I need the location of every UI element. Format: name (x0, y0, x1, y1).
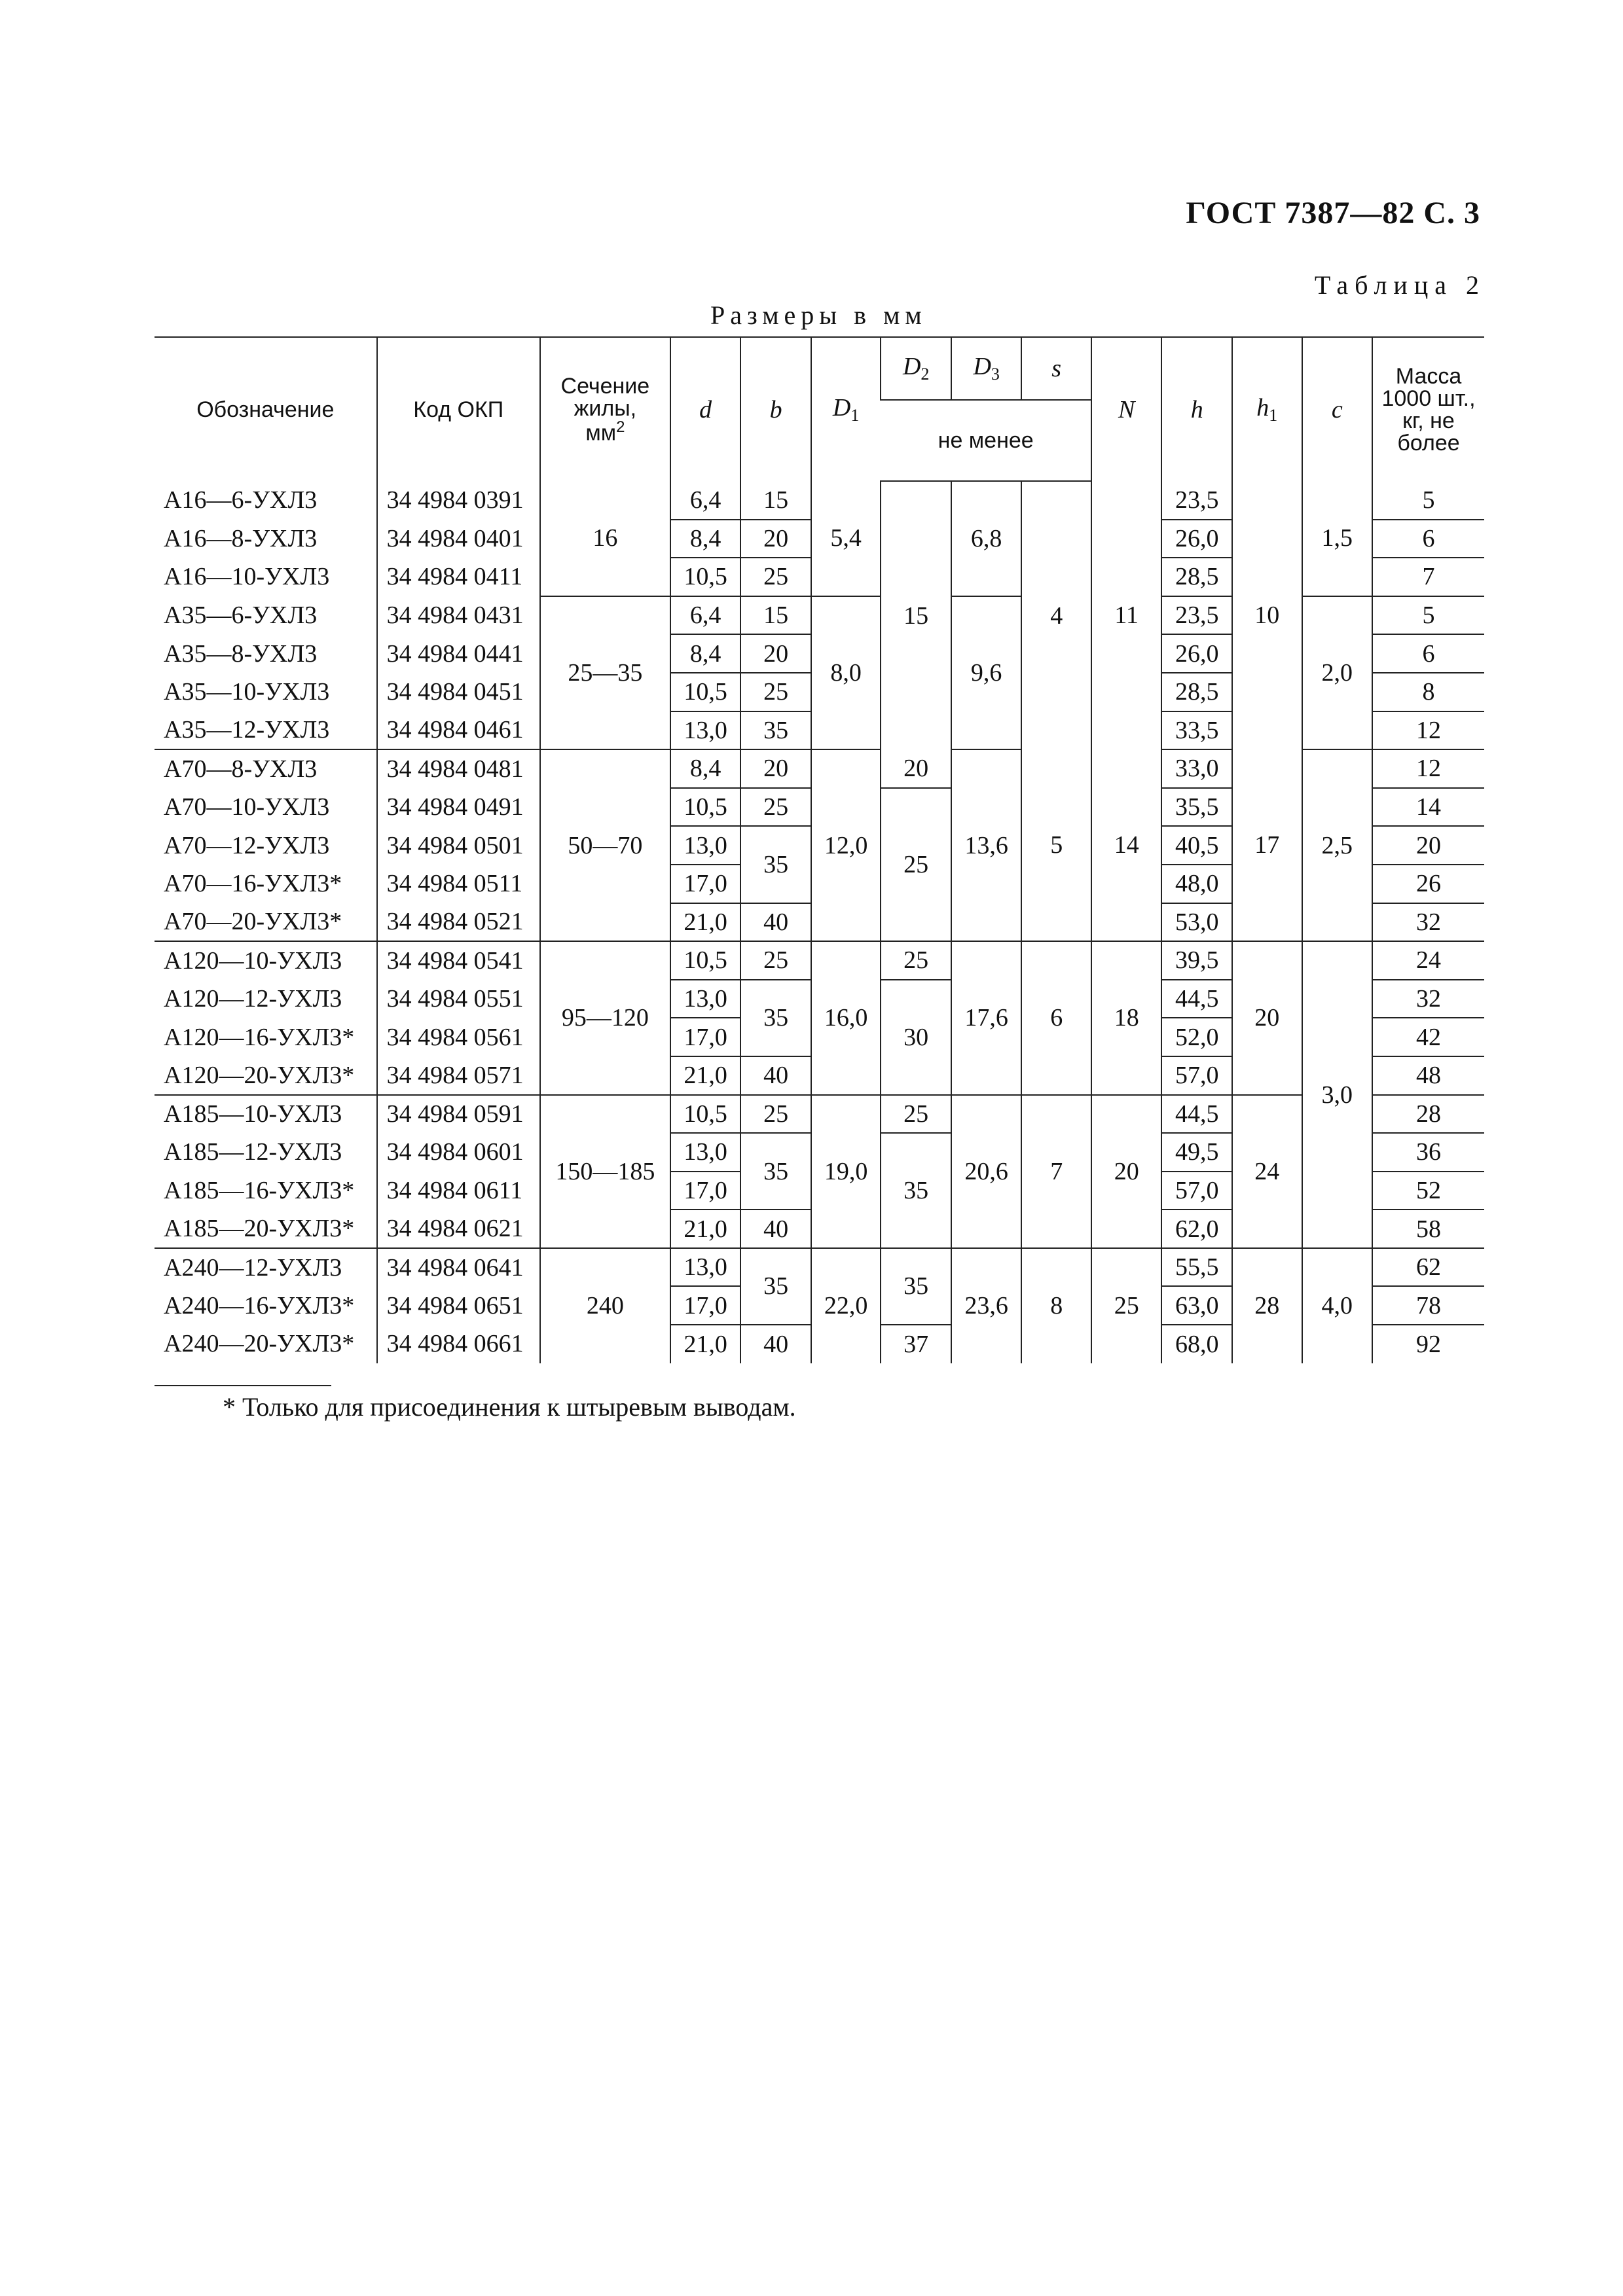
header-code: Код ОКП (377, 337, 540, 481)
cell-section: 95—120 (540, 941, 670, 1094)
cell-D2: 25 (881, 941, 951, 980)
cell-h: 40,5 (1161, 826, 1232, 865)
cell-h: 23,5 (1161, 481, 1232, 520)
cell-d: 17,0 (670, 1286, 741, 1325)
cell-mass: 24 (1372, 941, 1484, 980)
cell-d: 13,0 (670, 980, 741, 1018)
cell-mass: 52 (1372, 1172, 1484, 1210)
cell-d: 8,4 (670, 749, 741, 788)
cell-section: 240 (540, 1248, 670, 1363)
cell-designation: А35—10-УХЛ3 (164, 678, 330, 706)
cell-mass: 58 (1372, 1210, 1484, 1248)
cell-D3: 13,6 (951, 749, 1022, 941)
cell-section: 25—35 (540, 596, 670, 749)
cell-mass: 5 (1372, 596, 1484, 635)
cell-h: 53,0 (1161, 903, 1232, 942)
cell-designation: А16—10-УХЛ3 (164, 563, 330, 591)
cell-designation: А35—12-УХЛ3 (155, 711, 377, 750)
cell-h: 44,5 (1161, 980, 1232, 1018)
cell-h: 57,0 (1161, 1172, 1232, 1210)
cell-d: 21,0 (670, 1325, 741, 1363)
cell-code: 34 4984 0611 (377, 1172, 540, 1210)
header-s: s (1021, 337, 1091, 400)
cell-b: 40 (740, 1325, 811, 1363)
header-not-less: не менее (881, 400, 1091, 481)
cell-code: 34 4984 0591 (377, 1095, 540, 1134)
cell-mass: 20 (1372, 826, 1484, 865)
cell-mass: 7 (1372, 558, 1484, 596)
cell-code: 34 4984 0641 (377, 1248, 540, 1287)
cell-code: 34 4984 0601 (377, 1133, 540, 1172)
cell-h1: 10 (1232, 481, 1302, 749)
cell-h: 28,5 (1161, 673, 1232, 711)
cell-section: 50—70 (540, 749, 670, 941)
header-D2: $D_2$ (881, 337, 951, 400)
cell-d: 13,0 (670, 1133, 741, 1172)
cell-s: 8 (1021, 1248, 1091, 1363)
cell-code: 34 4984 0651 (377, 1286, 540, 1325)
cell-d: 8,4 (670, 634, 741, 673)
cell-mass: 8 (1372, 673, 1484, 711)
cell-b: 25 (740, 1095, 811, 1134)
cell-b: 35 (740, 1133, 811, 1210)
cell-designation: А70—10-УХЛ3 (164, 793, 330, 821)
cell-code: 34 4984 0571 (377, 1056, 540, 1095)
cell-mass: 32 (1372, 903, 1484, 942)
cell-s: 6 (1021, 941, 1091, 1094)
cell-mass: 6 (1372, 520, 1484, 558)
cell-N: 25 (1091, 1248, 1162, 1363)
cell-b: 35 (740, 826, 811, 903)
cell-designation: А240—20-УХЛ3* (164, 1330, 355, 1358)
cell-h: 63,0 (1161, 1286, 1232, 1325)
cell-d: 17,0 (670, 865, 741, 903)
cell-c: 1,5 (1302, 481, 1373, 596)
cell-D2: 20 (881, 749, 951, 788)
cell-h: 33,5 (1161, 711, 1232, 750)
cell-b: 25 (740, 941, 811, 980)
cell-D3: 6,8 (951, 481, 1022, 596)
cell-code: 34 4984 0501 (377, 826, 540, 865)
cell-b: 20 (740, 520, 811, 558)
header-D3: $D_3$ (951, 337, 1022, 400)
cell-D1: 19,0 (811, 1095, 881, 1248)
cell-h1: 17 (1232, 749, 1302, 941)
table-caption: Таблица 2 (1314, 270, 1486, 300)
cell-code: 34 4984 0561 (377, 1018, 540, 1056)
cell-mass: 28 (1372, 1095, 1484, 1134)
cell-N: 18 (1091, 941, 1162, 1094)
cell-code: 34 4984 0451 (377, 673, 540, 711)
table-row (155, 1095, 1484, 1134)
cell-D1: 5,4 (811, 481, 881, 596)
cell-D2: 25 (881, 788, 951, 941)
cell-d: 10,5 (670, 1095, 741, 1134)
header-designation: Обозначение (155, 337, 377, 481)
cell-d: 13,0 (670, 711, 741, 750)
cell-code: 34 4984 0391 (377, 481, 540, 520)
cell-d: 6,4 (670, 481, 741, 520)
cell-designation: А185—16-УХЛ3* (164, 1176, 355, 1204)
footnote-divider (155, 1385, 331, 1386)
cell-mass: 14 (1372, 788, 1484, 827)
cell-code: 34 4984 0441 (377, 634, 540, 673)
cell-mass: 26 (1372, 865, 1484, 903)
cell-mass: 12 (1372, 711, 1484, 750)
cell-D2: 35 (881, 1133, 951, 1248)
cell-b: 20 (740, 634, 811, 673)
cell-h: 26,0 (1161, 634, 1232, 673)
cell-code: 34 4984 0551 (377, 980, 540, 1018)
cell-b: 25 (740, 673, 811, 711)
cell-d: 17,0 (670, 1172, 741, 1210)
cell-h: 62,0 (1161, 1210, 1232, 1248)
cell-mass: 5 (1372, 481, 1484, 520)
cell-code: 34 4984 0411 (377, 558, 540, 596)
cell-designation: А185—10-УХЛ3 (164, 1100, 342, 1128)
cell-designation: А35—6-УХЛ3 (164, 601, 318, 630)
cell-h: 48,0 (1161, 865, 1232, 903)
units-caption: Размеры в мм (710, 300, 927, 330)
table-row (155, 941, 1484, 980)
cell-D2: 25 (881, 1095, 951, 1134)
cell-b: 25 (740, 788, 811, 827)
cell-designation: А185—20-УХЛ3* (155, 1210, 377, 1248)
cell-code: 34 4984 0491 (377, 788, 540, 827)
cell-designation: А16—8-УХЛ3 (164, 524, 318, 552)
cell-designation: А70—20-УХЛ3* (155, 903, 377, 942)
cell-h1: 24 (1232, 1095, 1302, 1248)
header-h1: $h_1$ (1232, 337, 1302, 481)
cell-D2: 37 (881, 1325, 951, 1363)
cell-code: 34 4984 0431 (377, 596, 540, 635)
spec-table (155, 336, 1484, 1363)
cell-D2: 15 (881, 481, 951, 749)
cell-designation: А185—12-УХЛ3 (164, 1138, 342, 1166)
cell-D3: 17,6 (951, 941, 1022, 1094)
cell-mass: 42 (1372, 1018, 1484, 1056)
cell-designation: А240—16-УХЛ3* (164, 1291, 355, 1319)
cell-c: 2,5 (1302, 749, 1373, 941)
cell-d: 21,0 (670, 903, 741, 942)
cell-designation: А70—16-УХЛ3* (164, 870, 342, 898)
cell-designation: А120—10-УХЛ3 (164, 946, 342, 975)
cell-mass: 78 (1372, 1286, 1484, 1325)
cell-h: 33,0 (1161, 749, 1232, 788)
cell-code: 34 4984 0511 (377, 865, 540, 903)
cell-mass: 92 (1372, 1325, 1484, 1363)
header-section: Сечение жилы, $мм^2$ (540, 337, 670, 481)
cell-designation: А120—16-УХЛ3* (164, 1023, 355, 1051)
cell-b: 15 (740, 596, 811, 635)
header-b: b (740, 337, 811, 481)
cell-b: 35 (740, 980, 811, 1056)
cell-b: 25 (740, 558, 811, 596)
header-N: N (1091, 337, 1162, 481)
cell-designation: А70—12-УХЛ3 (164, 831, 330, 859)
cell-D1: 22,0 (811, 1248, 881, 1363)
cell-mass: 36 (1372, 1133, 1484, 1172)
cell-d: 21,0 (670, 1210, 741, 1248)
cell-N: 20 (1091, 1095, 1162, 1248)
cell-mass: 62 (1372, 1248, 1484, 1287)
cell-h: 52,0 (1161, 1018, 1232, 1056)
cell-mass: 48 (1372, 1056, 1484, 1095)
header-d: d (670, 337, 741, 481)
cell-code: 34 4984 0661 (377, 1325, 540, 1363)
header-c: c (1302, 337, 1373, 481)
cell-b: 35 (740, 1248, 811, 1325)
cell-d: 21,0 (670, 1056, 741, 1095)
cell-designation: А35—8-УХЛ3 (164, 639, 318, 668)
cell-D1: 16,0 (811, 941, 881, 1094)
table-row (155, 481, 1484, 520)
table-row (155, 1248, 1484, 1287)
cell-h: 55,5 (1161, 1248, 1232, 1287)
cell-s: 7 (1021, 1095, 1091, 1248)
header-mass: Масса 1000 шт., кг, не более (1372, 337, 1484, 481)
cell-code: 34 4984 0621 (377, 1210, 540, 1248)
cell-designation: А120—12-УХЛ3 (164, 985, 342, 1013)
cell-b: 40 (740, 1210, 811, 1248)
cell-code: 34 4984 0461 (377, 711, 540, 750)
cell-d: 10,5 (670, 558, 741, 596)
cell-N: 14 (1091, 749, 1162, 941)
cell-code: 34 4984 0541 (377, 941, 540, 980)
cell-h: 23,5 (1161, 596, 1232, 635)
cell-mass: 12 (1372, 749, 1484, 788)
cell-b: 40 (740, 903, 811, 942)
cell-designation: А70—8-УХЛ3 (164, 755, 318, 783)
header-D1: $D_1$ (811, 337, 881, 481)
cell-D2: 30 (881, 980, 951, 1095)
cell-designation: А240—12-УХЛ3 (164, 1253, 342, 1282)
cell-designation: А120—20-УХЛ3* (155, 1056, 377, 1095)
page-header: ГОСТ 7387—82 С. 3 (1186, 196, 1480, 230)
cell-code: 34 4984 0481 (377, 749, 540, 788)
cell-h: 68,0 (1161, 1325, 1232, 1363)
cell-D1: 8,0 (811, 596, 881, 749)
cell-D3: 23,6 (951, 1248, 1022, 1363)
cell-d: 10,5 (670, 788, 741, 827)
cell-mass: 6 (1372, 634, 1484, 673)
cell-c: 3,0 (1302, 941, 1373, 1248)
cell-b: 15 (740, 481, 811, 520)
cell-s: 5 (1021, 749, 1091, 941)
cell-h: 28,5 (1161, 558, 1232, 596)
cell-d: 6,4 (670, 596, 741, 635)
cell-d: 10,5 (670, 673, 741, 711)
cell-d: 13,0 (670, 1248, 741, 1287)
cell-h: 35,5 (1161, 788, 1232, 827)
table-row (155, 749, 1484, 788)
cell-c: 4,0 (1302, 1248, 1373, 1363)
cell-section: 16 (540, 481, 670, 596)
cell-code: 34 4984 0401 (377, 520, 540, 558)
cell-b: 20 (740, 749, 811, 788)
cell-code: 34 4984 0521 (377, 903, 540, 942)
header-h: h (1161, 337, 1232, 481)
cell-d: 8,4 (670, 520, 741, 558)
cell-h: 57,0 (1161, 1056, 1232, 1095)
cell-designation: А16—6-УХЛ3 (164, 486, 318, 514)
cell-s: 4 (1021, 481, 1091, 749)
cell-h: 26,0 (1161, 520, 1232, 558)
cell-d: 13,0 (670, 826, 741, 865)
cell-h: 39,5 (1161, 941, 1232, 980)
cell-D1: 12,0 (811, 749, 881, 941)
cell-h1: 20 (1232, 941, 1302, 1094)
cell-N: 11 (1091, 481, 1162, 749)
cell-h: 44,5 (1161, 1095, 1232, 1134)
cell-section: 150—185 (540, 1095, 670, 1248)
cell-b: 35 (740, 711, 811, 750)
cell-b: 40 (740, 1056, 811, 1095)
cell-c: 2,0 (1302, 596, 1373, 749)
cell-d: 10,5 (670, 941, 741, 980)
cell-D2: 35 (881, 1248, 951, 1325)
cell-D3: 20,6 (951, 1095, 1022, 1248)
cell-D3: 9,6 (951, 596, 1022, 749)
cell-d: 17,0 (670, 1018, 741, 1056)
footnote: * Только для присоединения к штыревым выводам. (223, 1392, 796, 1422)
cell-mass: 32 (1372, 980, 1484, 1018)
cell-h1: 28 (1232, 1248, 1302, 1363)
cell-h: 49,5 (1161, 1133, 1232, 1172)
